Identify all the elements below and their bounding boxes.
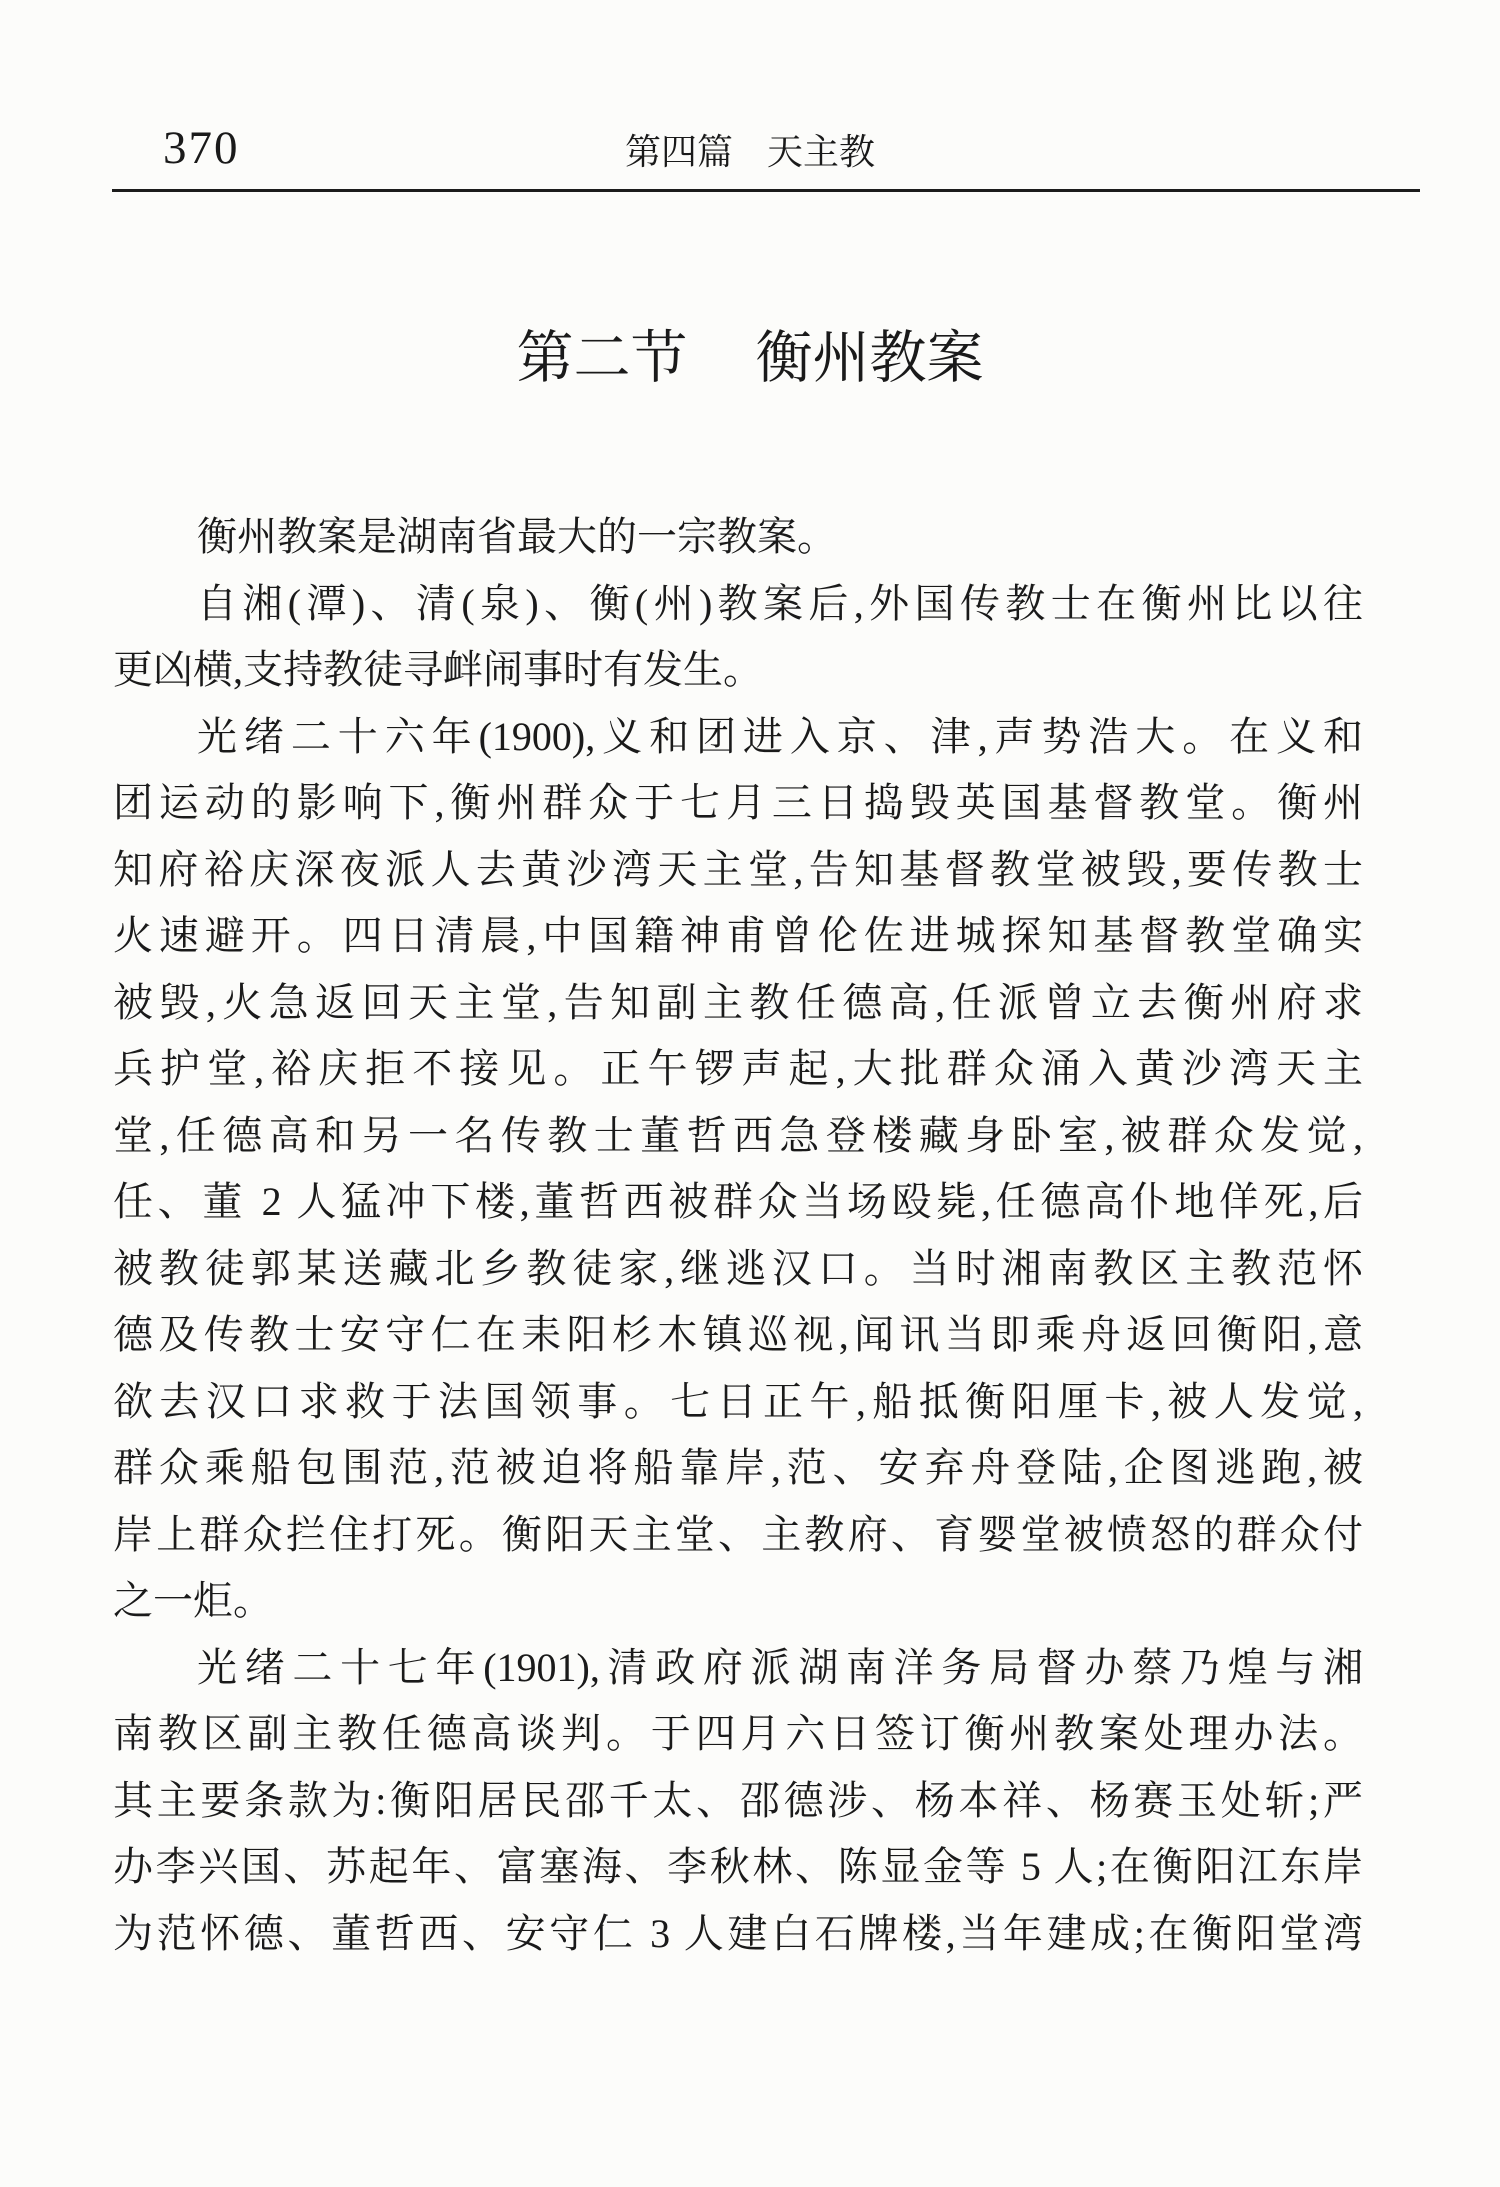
running-title-part: 第四篇 [624, 132, 733, 172]
text-line: 光绪二十六年(1900),义和团进入京、津,声势浩大。在义和 [197, 713, 1363, 759]
text-line: 任、董 2 人猛冲下楼,董哲西被群众当场殴毙,任德高仆地佯死,后 [113, 1179, 1363, 1224]
text-line: 知府裕庆深夜派人去黄沙湾天主堂,告知基督教堂被毁,要传教士 [113, 846, 1363, 892]
body-text [113, 504, 1363, 1967]
running-title-name: 天主教 [767, 132, 876, 172]
text-line: 被毁,火急返回天主堂,告知副主教任德高,任派曾立去衡州府求 [113, 979, 1363, 1025]
page-header [0, 120, 1500, 172]
text-line: 更凶横,支持教徒寻衅闹事时有发生。 [113, 647, 763, 692]
running-title [0, 134, 1500, 170]
section-title-name: 衡州教案 [755, 327, 984, 390]
section-title-part: 第二节 [516, 327, 688, 390]
text-line: 光绪二十七年(1901),清政府派湖南洋务局督办蔡乃煌与湘 [197, 1644, 1363, 1690]
text-line: 之一炬。 [113, 1578, 273, 1623]
header-rule [112, 189, 1420, 192]
text-line: 办李兴国、苏起年、富塞海、李秋林、陈显金等 5 人;在衡阳江东岸 [113, 1844, 1363, 1889]
text-line: 德及传教士安守仁在耒阳杉木镇巡视,闻讯当即乘舟返回衡阳,意 [113, 1312, 1363, 1357]
text-line: 衡州教案是湖南省最大的一宗教案。 [197, 514, 837, 559]
text-line: 为范怀德、董哲西、安守仁 3 人建白石牌楼,当年建成;在衡阳堂湾 [113, 1910, 1363, 1956]
text-line: 堂,任德高和另一名传教士董哲西急登楼藏身卧室,被群众发觉, [113, 1112, 1363, 1158]
text-line: 火速避开。四日清晨,中国籍神甫曾伦佐进城探知基督教堂确实 [113, 913, 1363, 958]
text-line: 被教徒郭某送藏北乡教徒家,继逃汉口。当时湘南教区主教范怀 [113, 1245, 1363, 1291]
text-line: 兵护堂,裕庆拒不接见。正午锣声起,大批群众涌入黄沙湾天主 [113, 1046, 1363, 1091]
text-line: 其主要条款为:衡阳居民邵千太、邵德涉、杨本祥、杨赛玉处斩;严 [113, 1777, 1363, 1823]
text-line: 团运动的影响下,衡州群众于七月三日捣毁英国基督教堂。衡州 [113, 780, 1363, 825]
text-line: 欲去汉口求救于法国领事。七日正午,船抵衡阳厘卡,被人发觉, [113, 1378, 1363, 1424]
text-line: 南教区副主教任德高谈判。于四月六日签订衡州教案处理办法。 [113, 1711, 1363, 1756]
text-line: 岸上群众拦住打死。衡阳天主堂、主教府、育婴堂被愤怒的群众付 [113, 1511, 1363, 1557]
text-line: 群众乘船包围范,范被迫将船靠岸,范、安弃舟登陆,企图逃跑,被 [113, 1445, 1363, 1490]
text-line: 自湘(潭)、清(泉)、衡(州)教案后,外国传教士在衡州比以往 [197, 580, 1363, 626]
section-title [0, 322, 1500, 396]
page-number: 370 [163, 122, 240, 174]
